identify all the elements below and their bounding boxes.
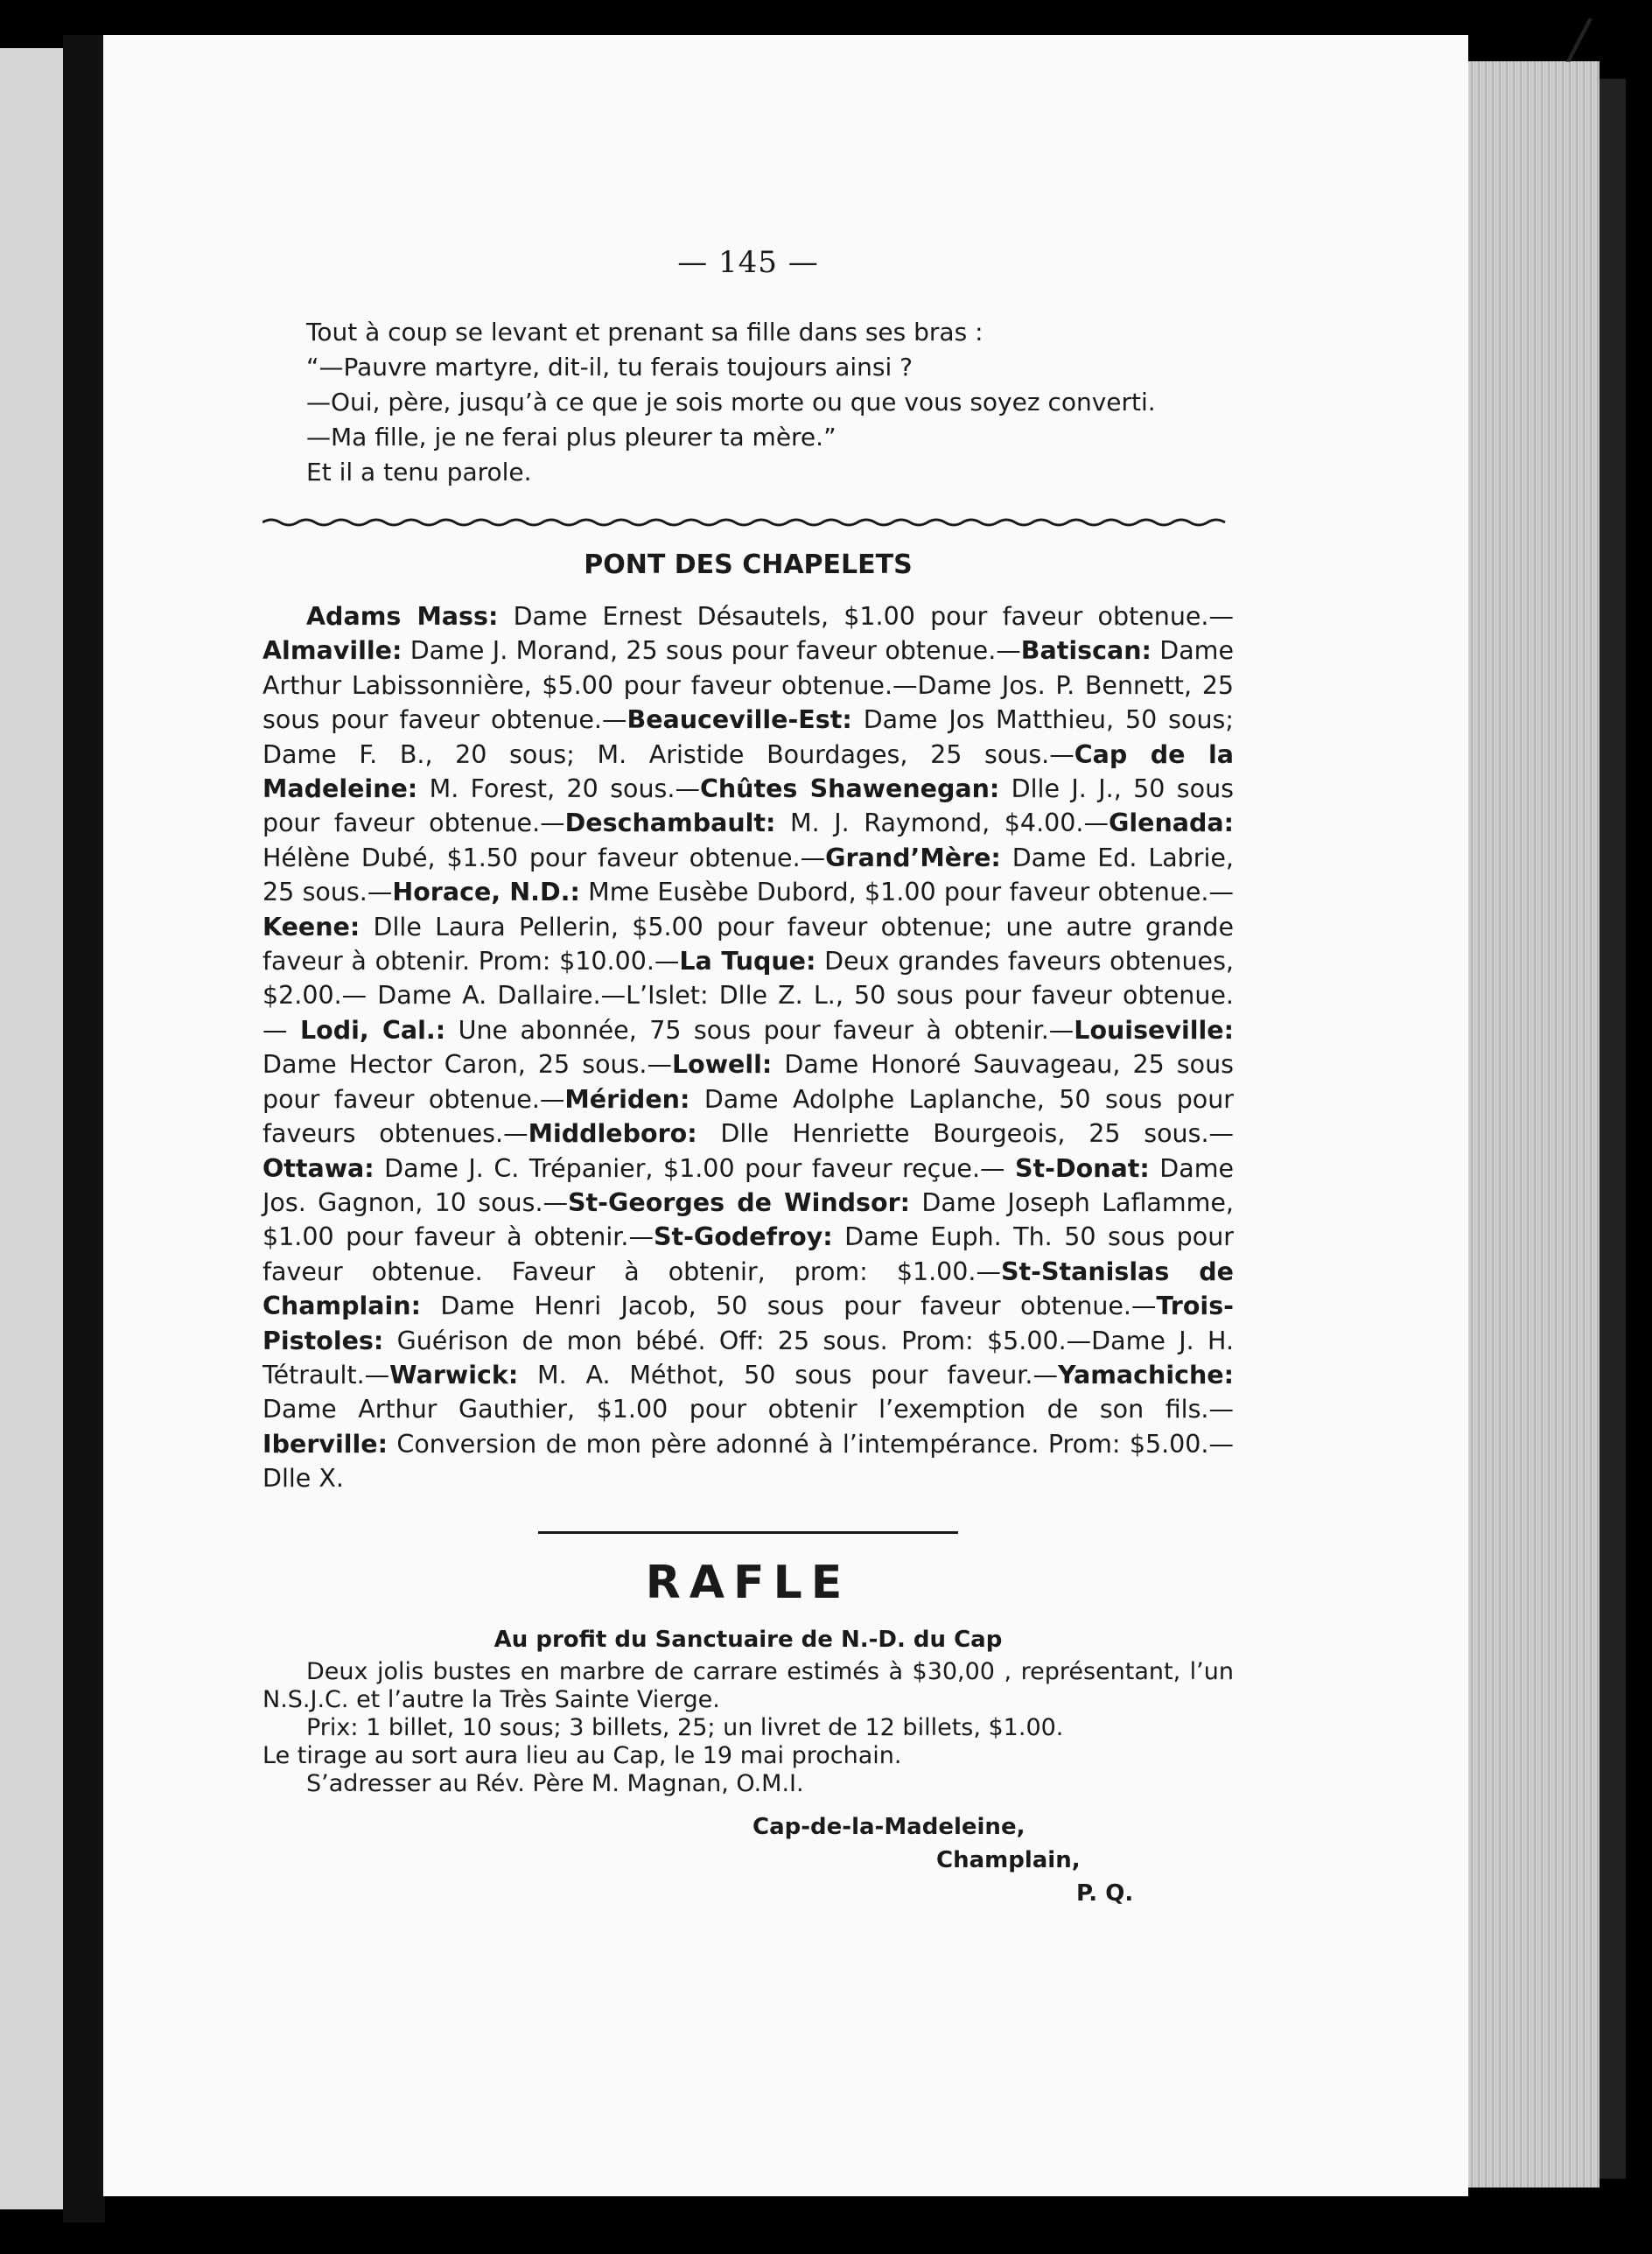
- page-content: [262, 245, 1234, 1910]
- entry-text: M. Forest, 20 sous.—: [417, 774, 700, 804]
- previous-page-edge: [0, 48, 63, 2209]
- entry-text: Dame Adolphe Laplanche, 50 sous pour faveurs obtenues.—: [262, 1084, 1235, 1149]
- entry-text: Dlle Henriette Bourgeois, 25 sous.—: [696, 1119, 1235, 1149]
- page-number: — 145 —: [677, 245, 819, 280]
- signature-line: Champlain,: [936, 1846, 1081, 1873]
- place-name: Warwick:: [389, 1360, 519, 1390]
- rafle-subtitle: Au profit du Sanctuaire de N.-D. du Cap: [494, 1626, 1003, 1653]
- entry-text: Guérison de mon bébé. Off: 25 sous. Prom: $5.00.—Dame J. H. Tétrault.—: [262, 1326, 1234, 1390]
- entry-text: Dame Honoré Sauvageau, 25 sous pour faveur obtenue.—: [262, 1050, 1234, 1114]
- entry-text: Dame Arthur Labissonnière, $5.00 pour faveur obtenue.—Dame Jos. P. Bennett, 25 sous pour faveur obtenue.—: [262, 636, 1234, 735]
- rafle-line: S’adresser au Rév. Père M. Magnan, O.M.I.: [306, 1769, 804, 1797]
- place-name: St-Georges de Windsor:: [568, 1187, 911, 1217]
- entry-text: Deux grandes faveurs obtenues, $2.00.— Dame A. Dallaire.—L’Islet: Dlle Z. L., 50 sous pour faveur obtenue. —: [262, 947, 1234, 1045]
- intro-line: —Oui, père, jusqu’à ce que je sois morte ou que vous soyez converti.: [306, 388, 1156, 416]
- rafle-line: Deux jolis bustes en marbre de carrare estimés à $30,00 , représentant, l’un N.S.J.C. et l’autre la Très Sainte Vierge.: [262, 1657, 1234, 1713]
- place-name: Chûtes Shawenegan:: [699, 774, 1000, 804]
- entry-text: Dame Jos. Gagnon, 10 sous.—: [262, 1153, 1234, 1217]
- horizontal-rule: [538, 1531, 958, 1534]
- entry-text: M. J. Raymond, $4.00.—: [775, 808, 1109, 838]
- place-name: St-Donat:: [1015, 1153, 1150, 1183]
- place-name: Trois-Pistoles:: [262, 1292, 1234, 1355]
- place-name: Lowell:: [671, 1050, 773, 1080]
- intro-line: —Ma fille, je ne ferai plus pleurer ta mère.”: [306, 423, 836, 452]
- place-name: Iberville:: [262, 1429, 388, 1459]
- intro-text: [262, 315, 1234, 490]
- rafle-title: RAFLE: [645, 1556, 851, 1609]
- place-name: Yamachiche:: [1057, 1360, 1234, 1390]
- entry-text: Dame Ernest Désautels, $1.00 pour faveur obtenue.—: [498, 602, 1234, 631]
- entry-text: Dame Jos Matthieu, 50 sous; Dame F. B., 20 sous; M. Aristide Bourdages, 25 sous.—: [262, 705, 1234, 769]
- place-name: Cap de la Madeleine:: [262, 739, 1235, 804]
- section-title-chapelets: PONT DES CHAPELETS: [584, 550, 913, 580]
- entry-text: Dame Arthur Gauthier, $1.00 pour obtenir l’exemption de son fils.—: [262, 1395, 1234, 1424]
- intro-line: “—Pauvre martyre, dit-il, tu ferais toujours ainsi ?: [306, 353, 914, 382]
- place-name: St-Stanislas de Champlain:: [262, 1256, 1234, 1321]
- intro-line: Tout à coup se levant et prenant sa fille dans ses bras :: [306, 318, 984, 346]
- entry-text: Dame Ed. Labrie, 25 sous.—: [262, 843, 1234, 907]
- place-name: Horace, N.D.:: [392, 878, 580, 907]
- entry-text: Hélène Dubé, $1.50 pour faveur obtenue.—: [262, 843, 826, 872]
- place-name: La Tuque:: [679, 947, 816, 976]
- entry-text: Dame Henri Jacob, 50 sous pour faveur obtenue.—: [421, 1292, 1157, 1321]
- entry-text: Dlle Laura Pellerin, $5.00 pour faveur obtenue; une autre grande faveur à obtenir. Prom: $10.00.—: [262, 912, 1234, 976]
- intro-line: Et il a tenu parole.: [306, 458, 532, 486]
- place-name: Ottawa:: [262, 1153, 374, 1183]
- place-name: Almaville:: [262, 636, 402, 666]
- place-name: Keene:: [262, 912, 360, 942]
- place-name: Lodi, Cal.:: [299, 1015, 446, 1045]
- corner-mark: /: [1564, 9, 1595, 70]
- place-name: Middleboro:: [528, 1119, 697, 1149]
- entry-text: Dame Hector Caron, 25 sous.—: [262, 1050, 672, 1080]
- chapelets-body: [262, 599, 1234, 1496]
- signature-line: P. Q.: [1076, 1880, 1134, 1907]
- entry-text: Mme Eusèbe Dubord, $1.00 pour faveur obtenue.—: [579, 878, 1234, 907]
- place-name: Batiscan:: [1020, 636, 1152, 666]
- place-name: Deschambault:: [564, 808, 776, 838]
- entry-text: Conversion de mon père adonné à l’intempérance. Prom: $5.00.—Dlle X.: [262, 1429, 1234, 1494]
- place-name: Louiseville:: [1074, 1015, 1234, 1045]
- signature-line: Cap-de-la-Madeleine,: [752, 1813, 1026, 1840]
- rafle-line: Prix: 1 billet, 10 sous; 3 billets, 25; un livret de 12 billets, $1.00.: [306, 1713, 1064, 1741]
- place-name: Mériden:: [564, 1084, 690, 1114]
- rafle-line: Le tirage au sort aura lieu au Cap, le 19 mai prochain.: [262, 1741, 902, 1769]
- entry-text: Dlle J. J., 50 sous pour faveur obtenue.—: [262, 774, 1234, 838]
- place-name: Glenada:: [1108, 808, 1234, 838]
- entry-text: Dame J. Morand, 25 sous pour faveur obtenue.—: [402, 636, 1021, 666]
- place-name: Beauceville-Est:: [626, 705, 852, 735]
- entry-text: Dame Euph. Th. 50 sous pour faveur obtenue. Faveur à obtenir, prom: $1.00.—: [262, 1222, 1234, 1286]
- place-name: St-Godefroy:: [653, 1222, 833, 1252]
- book-gutter: [63, 35, 105, 2222]
- entry-text: Dame Joseph Laflamme, $1.00 pour faveur à obtenir.—: [262, 1187, 1234, 1252]
- entry-text: Dame J. C. Trépanier, $1.00 pour faveur reçue.—: [374, 1153, 1016, 1183]
- wavy-divider: [262, 516, 1234, 528]
- place-name: Adams Mass:: [306, 602, 499, 631]
- place-name: Grand’Mère:: [825, 843, 1001, 872]
- entry-text: Une abonnée, 75 sous pour faveur à obtenir.—: [445, 1015, 1074, 1045]
- entry-text: M. A. Méthot, 50 sous pour faveur.—: [518, 1360, 1058, 1390]
- book-cover-edge: [1600, 79, 1626, 2179]
- page-stack-edges: [1468, 61, 1600, 2188]
